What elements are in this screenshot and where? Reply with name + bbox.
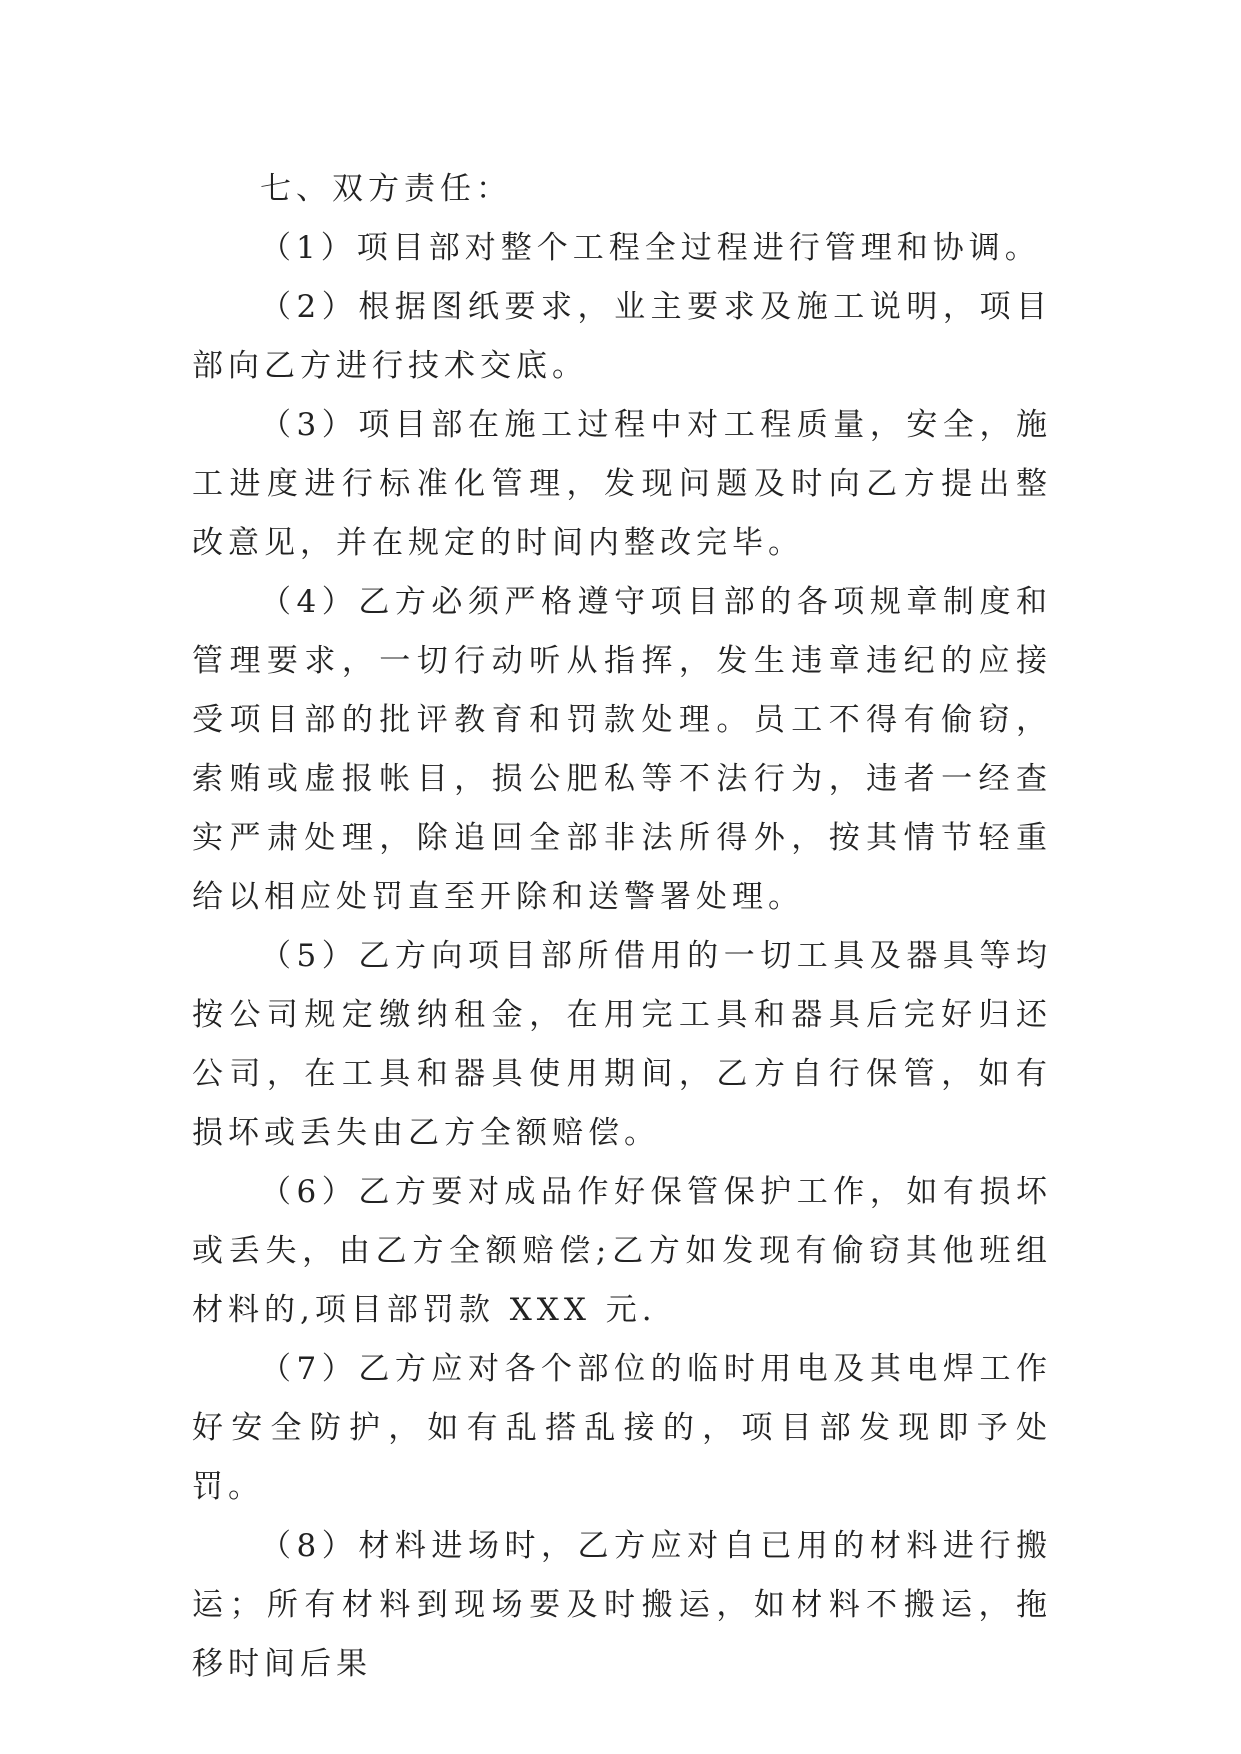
clause-8: （8）材料进场时，乙方应对自已用的材料进行搬运；所有材料到现场要及时搬运，如材料不搬运，拖移时间后果 [192,1528,1052,1682]
clause-2: （2）根据图纸要求，业主要求及施工说明，项目部向乙方进行技术交底。 [192,289,1052,384]
clause-3: （3）项目部在施工过程中对工程质量，安全，施工进度进行标准化管理，发现问题及时向乙方提出整改意见，并在规定的时间内整改完毕。 [192,407,1052,561]
clause-6: （6）乙方要对成品作好保管保护工作，如有损坏或丢失，由乙方全额赔偿;乙方如发现有偷窃其他班组材料的,项目部罚款 XXX 元. [192,1174,1052,1328]
clause-4: （4）乙方必须严格遵守项目部的各项规章制度和管理要求，一切行动听从指挥，发生违章违纪的应接受项目部的批评教育和罚款处理。员工不得有偷窃，索贿或虚报帐目，损公肥私等不法行为，违者一经查实严肃处理，除追回全部非法所得外，按其情节轻重给以相应处罚直至开除和送警署处理。 [192,584,1052,915]
clause-5: （5）乙方向项目部所借用的一切工具及器具等均按公司规定缴纳租金，在用完工具和器具后完好归还公司，在工具和器具使用期间，乙方自行保管，如有损坏或丢失由乙方全额赔偿。 [192,938,1052,1151]
section-heading: 七、双方责任： [260,171,512,207]
document-body [192,160,1052,1694]
clause-1: （1）项目部对整个工程全过程进行管理和协调。 [260,230,1041,266]
clause-7: （7）乙方应对各个部位的临时用电及其电焊工作好安全防护，如有乱搭乱接的，项目部发现即予处罚。 [192,1351,1052,1505]
